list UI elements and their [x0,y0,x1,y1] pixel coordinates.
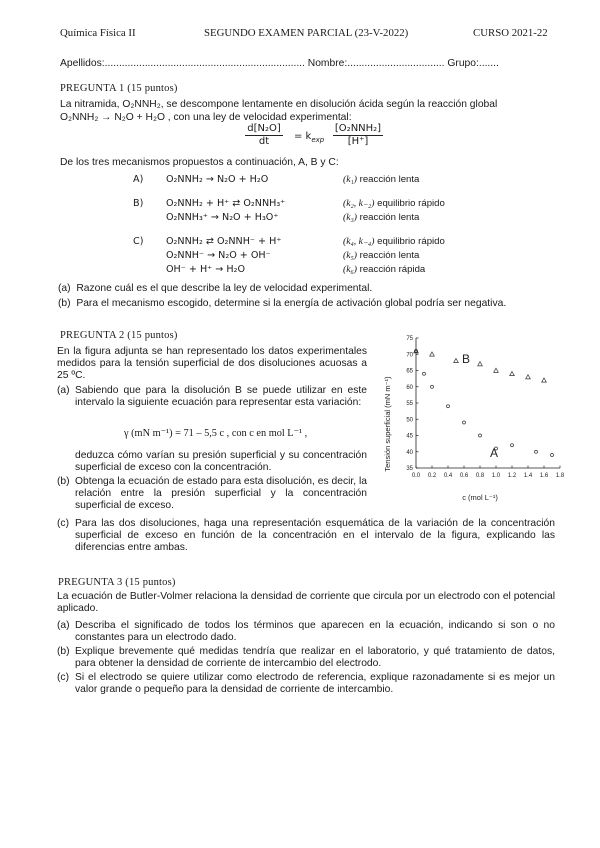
q3-part-b-label: (b) [57,646,70,657]
course-year: CURSO 2021-22 [473,27,548,39]
q1-title: PREGUNTA 1 (15 puntos) [60,83,178,94]
q2-part-a-label: (a) [57,385,70,396]
q1-part-b-text: Para el mecanismo escogido, determine si la energía de activación global podría ser negativa. [76,298,507,309]
series-a-label: A [490,446,499,460]
x-tick-label: 0.4 [443,473,453,479]
mech-a-step-1-note: reacción lenta [356,174,420,185]
rate-constant-subscript: exp [311,136,325,144]
mech-c-step-1-k: (k₄, k₋₄) [343,236,375,247]
mech-b-step-2-eq: O₂NNH₃⁺ → N₂O + H₃O⁺ [166,212,279,223]
x-tick-label: 1.4 [523,473,533,479]
q2-part-c [57,518,555,555]
mech-c-step-3-note: reacción rápida [356,264,426,275]
q2-intro: En la figura adjunta se han representado los datos experimentales medidos para la tensión superficial de dos disoluciones acuosas a 25 ºC. [57,346,367,382]
mech-c-step-2-note: reacción lenta [356,250,420,261]
rate-rhs-numerator: [O₂NNH₂] [333,123,383,136]
series-b-point [510,371,515,375]
q3-part-a-text: Describa el significado de todos los términos que aparecen en la ecuación, indicando si son o no constantes para un electrodo dado. [75,620,555,644]
q3-part-c [57,672,555,696]
mech-c-step-2-k: (k₅) [343,250,357,261]
series-a-point [479,434,482,437]
series-a-point [423,372,426,375]
series-b-point [526,375,531,379]
rate-lhs-denominator: dt [258,136,270,148]
y-tick-label: 65 [406,368,413,375]
q2-part-b [57,476,367,513]
q3-part-b-text: Explique brevemente qué medidas tendría que realizar en el laboratorio, y qué tratamiento de datos, para obtener la densidad de corriente de intercambio del electrodo. [75,646,555,670]
x-tick-label: 0.6 [459,473,469,479]
series-a-point [431,385,434,388]
q1-part-b-label: (b) [58,298,71,309]
rate-rhs-denominator: [H⁺] [347,136,369,148]
rate-law-equation [238,123,388,155]
series-b-point [478,362,483,366]
chart-axes [406,336,565,479]
x-tick-label: 1.2 [507,473,517,479]
q2-part-b-label: (b) [57,476,70,487]
q2-title: PREGUNTA 2 (15 puntos) [60,330,178,341]
q2-part-a-text-2: deduzca cómo varían su presión superficial y su concentración superficial de exceso con la concentración. [75,450,367,474]
q3-part-c-label: (c) [57,672,70,683]
x-tick-label: 0.2 [427,473,437,479]
q2-part-b-text: Obtenga la ecuación de estado para esta disolución, es decir, la relación entre la presión superficial y la concentración superficial de exceso. [75,476,367,512]
mech-b-step-1-k: (k₂, k₋₂) [343,198,375,209]
mech-a-label: A) [133,174,144,185]
mech-b-step-1-eq: O₂NNH₂ + H⁺ ⇄ O₂NNH₃⁺ [166,198,286,209]
mech-a-step-1-k: (k₁) [343,174,357,185]
rate-lhs-numerator: d[N₂O] [245,123,283,136]
q1-mechanism-intro: De los tres mecanismos propuestos a continuación, A, B y C: [60,157,339,168]
chart-y-axis-label: Tensión superficial (mN m⁻¹) [383,376,392,472]
mech-b-label: B) [133,198,144,209]
q2-part-c-label: (c) [57,518,70,529]
mech-b-step-2-note: reacción lenta [356,212,420,223]
q3-part-a [57,620,555,644]
q1-part-a-label: (a) [58,283,71,294]
series-a-point [463,421,466,424]
y-tick-label: 70 [406,352,413,359]
course-name: Química Física II [60,27,136,39]
q3-part-a-label: (a) [57,620,70,631]
chart-x-axis-label: c (mol L⁻¹) [462,493,498,502]
exam-title: SEGUNDO EXAMEN PARCIAL (23-V-2022) [204,27,409,39]
q2-part-a-text: Sabiendo que para la disolución B se puede utilizar en este intervalo la siguiente ecuación para representar esta variación: [75,385,367,409]
mech-b-step-1-note: equilibrio rápido [374,198,445,209]
chart-points [414,349,554,457]
series-b-point [454,358,459,362]
mech-c-step-1-eq: O₂NNH₂ ⇄ O₂NNH⁻ + H⁺ [166,236,282,247]
mech-c-step-3-eq: OH⁻ + H⁺ → H₂O [166,264,245,275]
series-b-point [542,378,547,382]
mech-c-step-2-eq: O₂NNH⁻ → N₂O + OH⁻ [166,250,271,261]
q3-part-c-text: Si el electrodo se quiere utilizar como electrodo de referencia, explique razonadamente si es mejor un valor grande o pequeño para la densidad de corriente de intercambio. [75,672,555,696]
y-tick-label: 40 [406,449,413,456]
q3-title: PREGUNTA 3 (15 puntos) [58,577,176,588]
student-fields-line[interactable]: Apellidos:...................................................................... Nombre:.................................. Grupo:....... [60,58,499,69]
y-tick-label: 35 [406,466,413,472]
y-tick-label: 45 [406,433,413,440]
mech-b-step-2-k: (k₃) [343,212,357,223]
q2-part-a [57,385,367,409]
y-tick-label: 75 [406,336,413,342]
rate-constant: = k [294,131,312,142]
mech-c-step-3-k: (k₆) [343,264,357,275]
series-a-point [511,444,514,447]
q3-intro: La ecuación de Butler-Volmer relaciona la densidad de corriente que circula por un electrodo con el potencial aplicado. [57,591,555,615]
series-b-point [494,368,499,372]
mech-a-step-1-eq: O₂NNH₂ → N₂O + H₂O [166,174,269,185]
x-tick-label: 1.8 [555,473,565,479]
q2-part-c-text: Para las dos disoluciones, haga una representación esquemática de la variación de la concentración superficial de exceso en función de la concentración en el intervalo de la figura, explicando las diferencias entre ambas. [75,518,555,554]
q3-part-b [57,646,555,670]
y-tick-label: 50 [406,417,413,424]
series-a-point [535,450,538,453]
series-a-point [551,454,554,457]
q2-part-a-equation: γ (mN m⁻¹) = 71 – 5,5 c , con c en mol L⁻¹ , [124,428,308,439]
series-b-point [430,352,435,356]
series-a-point [447,405,450,408]
q1-part-a-text: Razone cuál es el que describe la ley de velocidad experimental. [76,283,373,294]
series-b-label: B [462,352,471,366]
mech-c-label: C) [133,236,144,247]
x-tick-label: 1.0 [491,473,501,479]
y-tick-label: 55 [406,401,413,407]
surface-tension-chart [376,332,566,504]
x-tick-label: 0.8 [475,473,485,479]
q1-intro-line-2: O₂NNH₂ → N₂O + H₂O , con una ley de velocidad experimental: [60,112,352,123]
mech-c-step-1-note: equilibrio rápido [374,236,445,247]
y-tick-label: 60 [406,384,413,391]
q1-intro-line-1: La nitramida, O₂NNH₂, se descompone lentamente en disolución ácida según la reacción global [60,99,498,110]
x-tick-label: 1.6 [539,473,549,479]
x-tick-label: 0.0 [411,473,421,479]
